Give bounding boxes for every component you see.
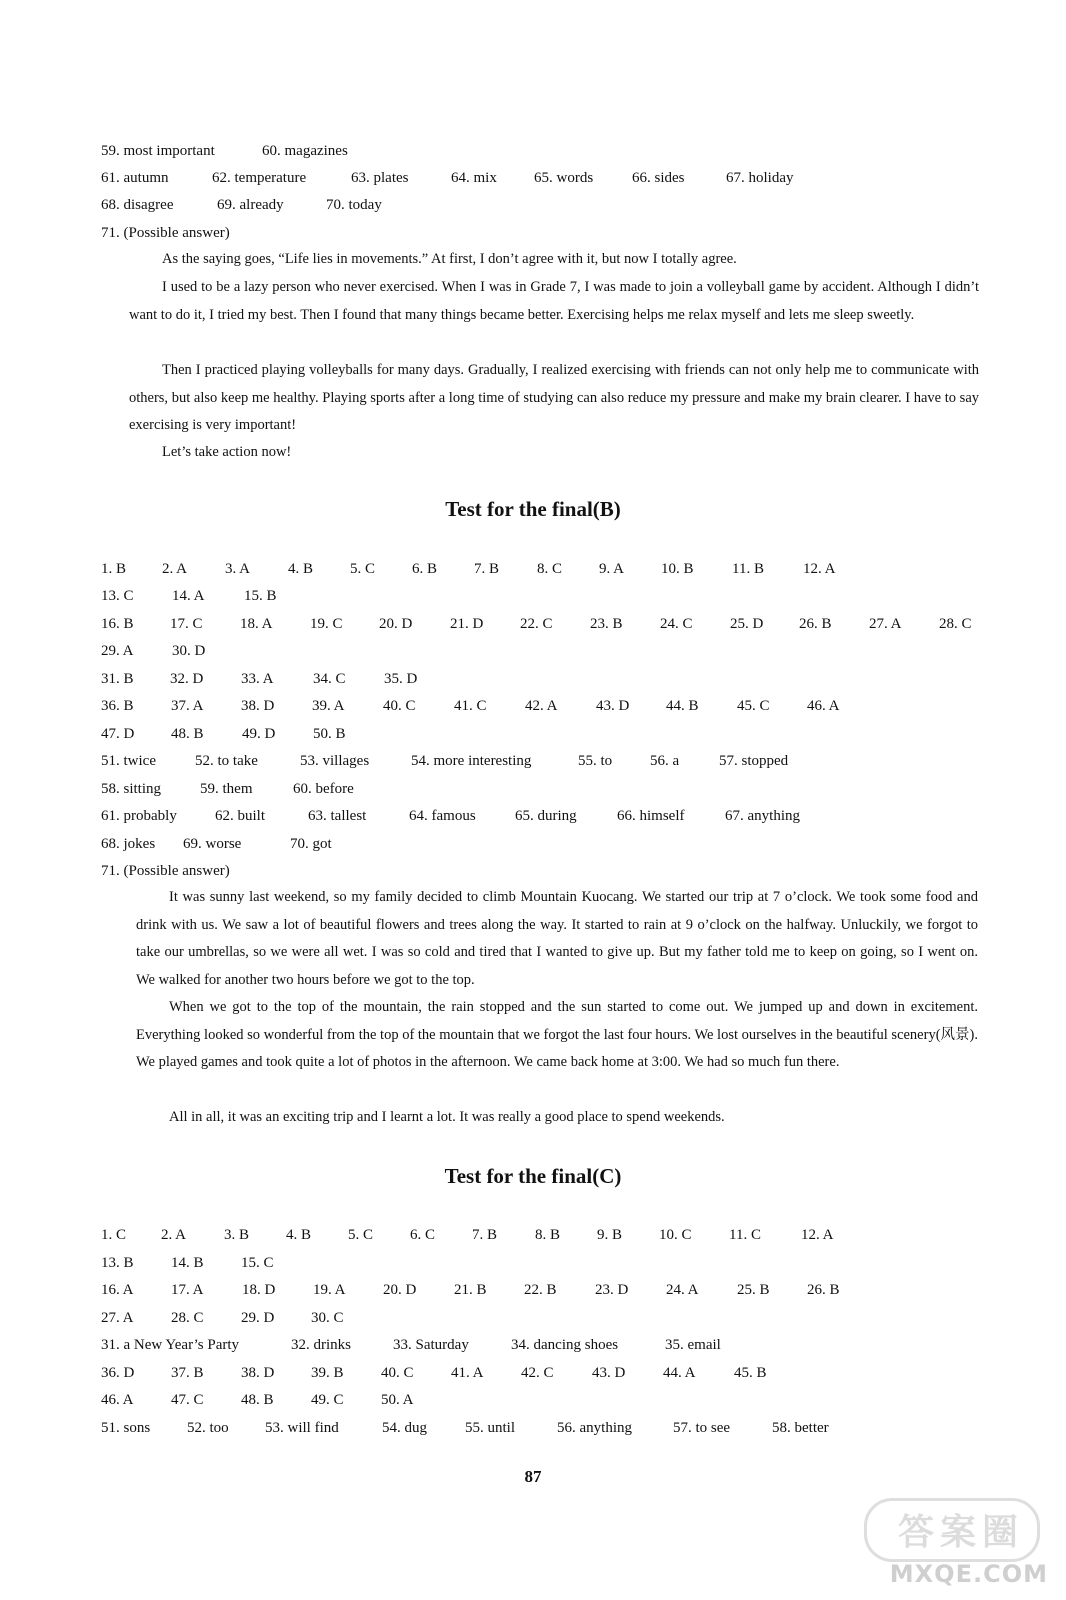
answer-item: 35. email <box>665 1337 721 1353</box>
answer-item: 11. C <box>729 1227 761 1243</box>
answer-item: 49. D <box>242 726 276 742</box>
answer-item: 45. B <box>734 1365 767 1381</box>
watermark-text: MXQE.COM <box>889 1560 1048 1588</box>
watermark-cn: 答案圈 <box>897 1512 1024 1553</box>
answer-item: 25. B <box>737 1282 770 1298</box>
answer-item: 5. C <box>350 561 376 577</box>
essay-paragraph: I used to be a lazy person who never exercised. When I was in Grade 7, I was made to join a volleyball game by accident. Although I didn’t want to do it, I tried my best. Then I found that many things became better. Exercising helps me relax myself and lets me sleep sweetly. <box>129 279 979 323</box>
answer-item: 7. B <box>474 561 500 577</box>
answer-item: 61. probably <box>101 808 177 824</box>
answer-item: 62. built <box>215 808 266 824</box>
essay-paragraph: All in all, it was an exciting trip and I learnt a lot. It was really a good place to spend weekends. <box>169 1109 725 1125</box>
answer-item: 26. B <box>807 1282 840 1298</box>
answer-item: 35. D <box>384 671 418 687</box>
answer-item: 41. C <box>454 698 487 714</box>
answer-item: 12. A <box>801 1227 834 1243</box>
answer-item: 50. B <box>313 726 346 742</box>
essay-paragraph: Let’s take action now! <box>162 444 292 460</box>
answer-item: 20. D <box>379 616 413 632</box>
answer-item: 45. C <box>737 698 770 714</box>
answer-item: 6. C <box>410 1227 436 1243</box>
answer-item: 46. A <box>101 1392 134 1408</box>
answer-item: 27. A <box>869 616 902 632</box>
answer-item: 69. worse <box>183 836 242 852</box>
answer-item: 34. dancing shoes <box>511 1337 619 1353</box>
answer-item: 1. C <box>101 1227 127 1243</box>
answer-item: 57. stopped <box>719 753 789 769</box>
answer-item: 42. C <box>521 1365 554 1381</box>
answer-item: 3. A <box>225 561 251 577</box>
answer-item: 15. C <box>241 1255 274 1271</box>
answer-item: 5. C <box>348 1227 374 1243</box>
answer-item: 29. D <box>241 1310 275 1326</box>
answer-item: 26. B <box>799 616 832 632</box>
answer-item: 2. A <box>162 561 188 577</box>
answer-item: 36. B <box>101 698 134 714</box>
answer-item: 24. A <box>666 1282 699 1298</box>
answer-item: 57. to see <box>673 1420 731 1436</box>
answer-item: 43. D <box>596 698 630 714</box>
answer-item: 18. A <box>240 616 273 632</box>
answer-item: 4. B <box>286 1227 312 1243</box>
answer-item: 47. D <box>101 726 135 742</box>
answer-item: 24. C <box>660 616 693 632</box>
answer-item: 51. sons <box>101 1420 151 1436</box>
answer-item: 9. B <box>597 1227 623 1243</box>
essay-label: 71. (Possible answer) <box>101 225 230 241</box>
answer-item: 54. dug <box>382 1420 427 1436</box>
answer-item: 33. Saturday <box>393 1337 469 1353</box>
answer-item: 28. C <box>171 1310 204 1326</box>
answer-item: 63. tallest <box>308 808 367 824</box>
answer-item: 14. A <box>172 588 205 604</box>
answer-item: 29. A <box>101 643 134 659</box>
essay-label: 71. (Possible answer) <box>101 863 230 879</box>
answer-item: 40. C <box>381 1365 414 1381</box>
answer-item: 13. C <box>101 588 134 604</box>
essay-paragraph: When we got to the top of the mountain, the rain stopped and the sun started to come out. We jumped up and down in excitement. Everything looked so wonderful from the top of the mountain that we forgot the last four hours. We lost ourselves in the beautiful scenery(风景). We played games and took quite a lot of photos in the afternoon. We came back home at 3:00. We had so much fun there. <box>136 999 978 1070</box>
answer-item: 32. D <box>170 671 204 687</box>
answer-item: 2. A <box>161 1227 187 1243</box>
answer-item: 46. A <box>807 698 840 714</box>
answer-item: 42. A <box>525 698 558 714</box>
answer-item: 65. words <box>534 170 594 186</box>
answer-item: 36. D <box>101 1365 135 1381</box>
answer-item: 19. C <box>310 616 343 632</box>
answer-item: 56. a <box>650 753 680 769</box>
section-title-c: Test for the final(C) <box>444 1164 622 1188</box>
answer-item: 6. B <box>412 561 438 577</box>
answer-item: 3. B <box>224 1227 250 1243</box>
answer-item: 55. until <box>465 1420 516 1436</box>
answer-item: 12. A <box>803 561 836 577</box>
answer-item: 19. A <box>313 1282 346 1298</box>
answer-item: 54. more interesting <box>411 753 532 769</box>
essay-paragraph: It was sunny last weekend, so my family decided to climb Mountain Kuocang. We started our trip at 7 o’clock. We took some food and drink with us. We saw a lot of beautiful flowers and trees along the way. It started to rain at 9 o’clock on the halfway. Unluckily, we forgot to take our umbrellas, so we were all wet. I was so cold and tired that I wanted to give up. But my father told me to keep on going, so I went on. We walked for another two hours before we got to the top. <box>136 889 978 988</box>
answer-item: 22. C <box>520 616 553 632</box>
section-title-b: Test for the final(B) <box>445 497 621 521</box>
answer-item: 70. got <box>290 836 332 852</box>
answer-item: 13. B <box>101 1255 134 1271</box>
answer-item: 60. before <box>293 781 354 797</box>
answer-item: 23. D <box>595 1282 629 1298</box>
answer-item: 69. already <box>217 197 284 213</box>
answer-item: 40. C <box>383 698 416 714</box>
answer-item: 44. A <box>663 1365 696 1381</box>
answer-item: 30. D <box>172 643 206 659</box>
answer-item: 31. a New Year’s Party <box>101 1337 240 1353</box>
answer-item: 17. A <box>171 1282 204 1298</box>
answer-item: 31. B <box>101 671 134 687</box>
essay-paragraph: As the saying goes, “Life lies in movements.” At first, I don’t agree with it, but now I totally agree. <box>162 251 737 267</box>
answer-item: 10. B <box>661 561 694 577</box>
answer-item: 67. anything <box>725 808 800 824</box>
answer-item: 33. A <box>241 671 274 687</box>
answer-item: 58. sitting <box>101 781 162 797</box>
answer-item: 16. B <box>101 616 134 632</box>
answer-item: 39. B <box>311 1365 344 1381</box>
answer-item: 21. D <box>450 616 484 632</box>
answer-item: 53. will find <box>265 1420 339 1436</box>
answer-item: 58. better <box>772 1420 829 1436</box>
answer-item: 59. them <box>200 781 253 797</box>
answer-item: 32. drinks <box>291 1337 351 1353</box>
answer-item: 64. mix <box>451 170 497 186</box>
answer-item: 11. B <box>732 561 764 577</box>
answer-item: 64. famous <box>409 808 476 824</box>
answer-item: 22. B <box>524 1282 557 1298</box>
answer-item: 48. B <box>171 726 204 742</box>
answer-item: 48. B <box>241 1392 274 1408</box>
answer-item: 10. C <box>659 1227 692 1243</box>
answer-item: 56. anything <box>557 1420 632 1436</box>
answer-item: 70. today <box>326 197 382 213</box>
answer-item: 61. autumn <box>101 170 169 186</box>
answer-item: 38. D <box>241 698 275 714</box>
answer-item: 49. C <box>311 1392 344 1408</box>
answer-item: 53. villages <box>300 753 370 769</box>
answer-item: 30. C <box>311 1310 344 1326</box>
answer-item: 55. to <box>578 753 613 769</box>
answer-item: 23. B <box>590 616 623 632</box>
answer-item: 52. too <box>187 1420 229 1436</box>
essay-paragraph: Then I practiced playing volleyballs for many days. Gradually, I realized exercising with friends can not only help me to communicate with others, but also keep me healthy. Playing sports after a long time of studying can also reduce my pressure and make my brain clearer. I have to say exercising is very important! <box>129 362 979 433</box>
answer-item: 16. A <box>101 1282 134 1298</box>
answer-item: 60. magazines <box>262 143 348 159</box>
answer-item: 59. most important <box>101 143 215 159</box>
watermark-logo <box>868 1498 1048 1588</box>
answer-item: 44. B <box>666 698 699 714</box>
answer-item: 14. B <box>171 1255 204 1271</box>
answer-item: 34. C <box>313 671 346 687</box>
answer-item: 38. D <box>241 1365 275 1381</box>
answer-item: 25. D <box>730 616 764 632</box>
answer-item: 62. temperature <box>212 170 307 186</box>
answer-item: 63. plates <box>351 170 409 186</box>
answer-item: 20. D <box>383 1282 417 1298</box>
answer-item: 15. B <box>244 588 277 604</box>
answer-item: 66. sides <box>632 170 685 186</box>
answer-item: 7. B <box>472 1227 498 1243</box>
answer-item: 8. C <box>537 561 563 577</box>
answer-item: 50. A <box>381 1392 414 1408</box>
answer-item: 47. C <box>171 1392 204 1408</box>
answer-item: 28. C <box>939 616 972 632</box>
answer-item: 65. during <box>515 808 577 824</box>
answer-item: 27. A <box>101 1310 134 1326</box>
answer-item: 37. B <box>171 1365 204 1381</box>
answer-item: 4. B <box>288 561 314 577</box>
answer-item: 17. C <box>170 616 203 632</box>
answer-item: 68. jokes <box>101 836 156 852</box>
answer-item: 21. B <box>454 1282 487 1298</box>
answer-item: 9. A <box>599 561 625 577</box>
answer-item: 68. disagree <box>101 197 174 213</box>
answer-item: 43. D <box>592 1365 626 1381</box>
answer-item: 18. D <box>242 1282 276 1298</box>
answer-item: 51. twice <box>101 753 156 769</box>
answer-item: 66. himself <box>617 808 685 824</box>
answer-item: 1. B <box>101 561 127 577</box>
answer-item: 52. to take <box>195 753 258 769</box>
answer-item: 8. B <box>535 1227 561 1243</box>
answer-item: 41. A <box>451 1365 484 1381</box>
answer-item: 37. A <box>171 698 204 714</box>
answer-item: 67. holiday <box>726 170 794 186</box>
answer-item: 39. A <box>312 698 345 714</box>
page-number: 87 <box>524 1467 542 1486</box>
